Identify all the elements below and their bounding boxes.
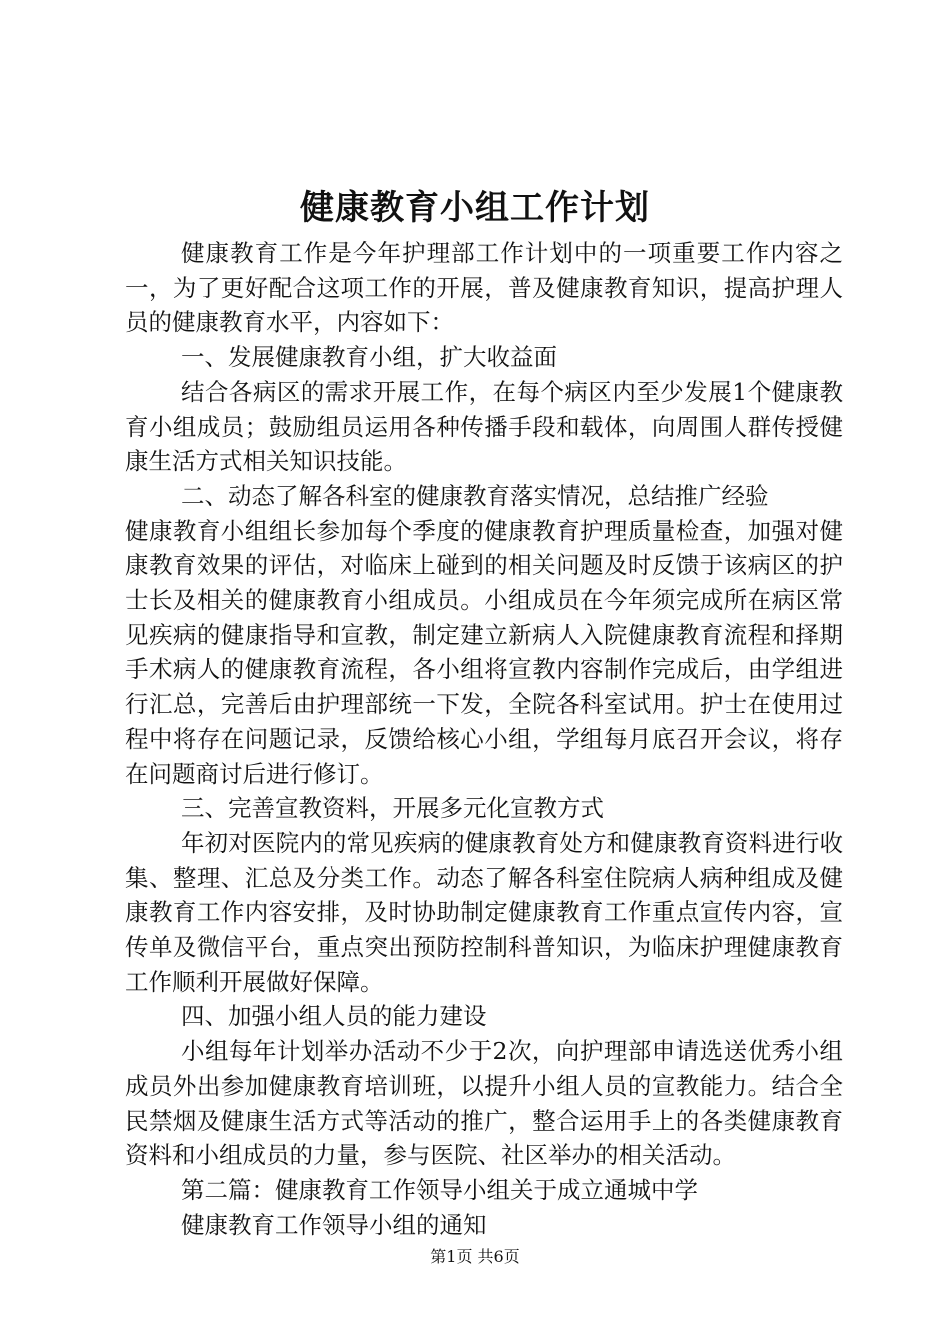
- section-heading-2: 二、动态了解各科室的健康教育落实情况，总结推广经验: [181, 481, 769, 510]
- document-title: 健康教育小组工作计划: [300, 188, 650, 228]
- page-number-footer: 第1页 共6页: [430, 1247, 520, 1266]
- section-4-paragraph: 小组每年计划举办活动不少于2次，向护理部申请选送优秀小组成员外出参加健康教育培训班，以提升小组人员的宣教能力。结合全民禁烟及健康生活方式等活动的推广，整合运用手上的各类健康教育资料和小组成员的力量，参与医院、社区举办的相关活动。: [125, 1037, 843, 1170]
- document-body: [125, 236, 843, 1242]
- section-heading-3: 三、完善宣教资料，开展多元化宣教方式: [181, 794, 604, 823]
- part-two-subheading: 健康教育工作领导小组的通知: [181, 1210, 487, 1239]
- section-heading-1: 一、发展健康教育小组，扩大收益面: [181, 343, 557, 372]
- part-two-heading: 第二篇：健康教育工作领导小组关于成立通城中学: [181, 1175, 698, 1204]
- section-2-paragraph: 健康教育小组组长参加每个季度的健康教育护理质量检查，加强对健康教育效果的评估，对临床上碰到的相关问题及时反馈于该病区的护士长及相关的健康教育小组成员。小组成员在今年须完成所在病区常见疾病的健康指导和宣教，制定建立新病人入院健康教育流程和择期手术病人的健康教育流程，各小组将宣教内容制作完成后，由学组进行汇总，完善后由护理部统一下发，全院各科室试用。护士在使用过程中将存在问题记录，反馈给核心小组，学组每月底召开会议，将存在问题商讨后进行修订。: [125, 516, 843, 788]
- intro-paragraph: 健康教育工作是今年护理部工作计划中的一项重要工作内容之一，为了更好配合这项工作的开展，普及健康教育知识，提高护理人员的健康教育水平，内容如下：: [125, 239, 843, 337]
- section-heading-4: 四、加强小组人员的能力建设: [181, 1002, 487, 1031]
- section-1-paragraph: 结合各病区的需求开展工作，在每个病区内至少发展1个健康教育小组成员；鼓励组员运用各种传播手段和载体，向周围人群传授健康生活方式相关知识技能。: [125, 377, 843, 476]
- section-3-paragraph: 年初对医院内的常见疾病的健康教育处方和健康教育资料进行收集、整理、汇总及分类工作。动态了解各科室住院病人病种组成及健康教育工作内容安排，及时协助制定健康教育工作重点宣传内容，宣传单及微信平台，重点突出预防控制科普知识，为临床护理健康教育工作顺利开展做好保障。: [125, 828, 843, 996]
